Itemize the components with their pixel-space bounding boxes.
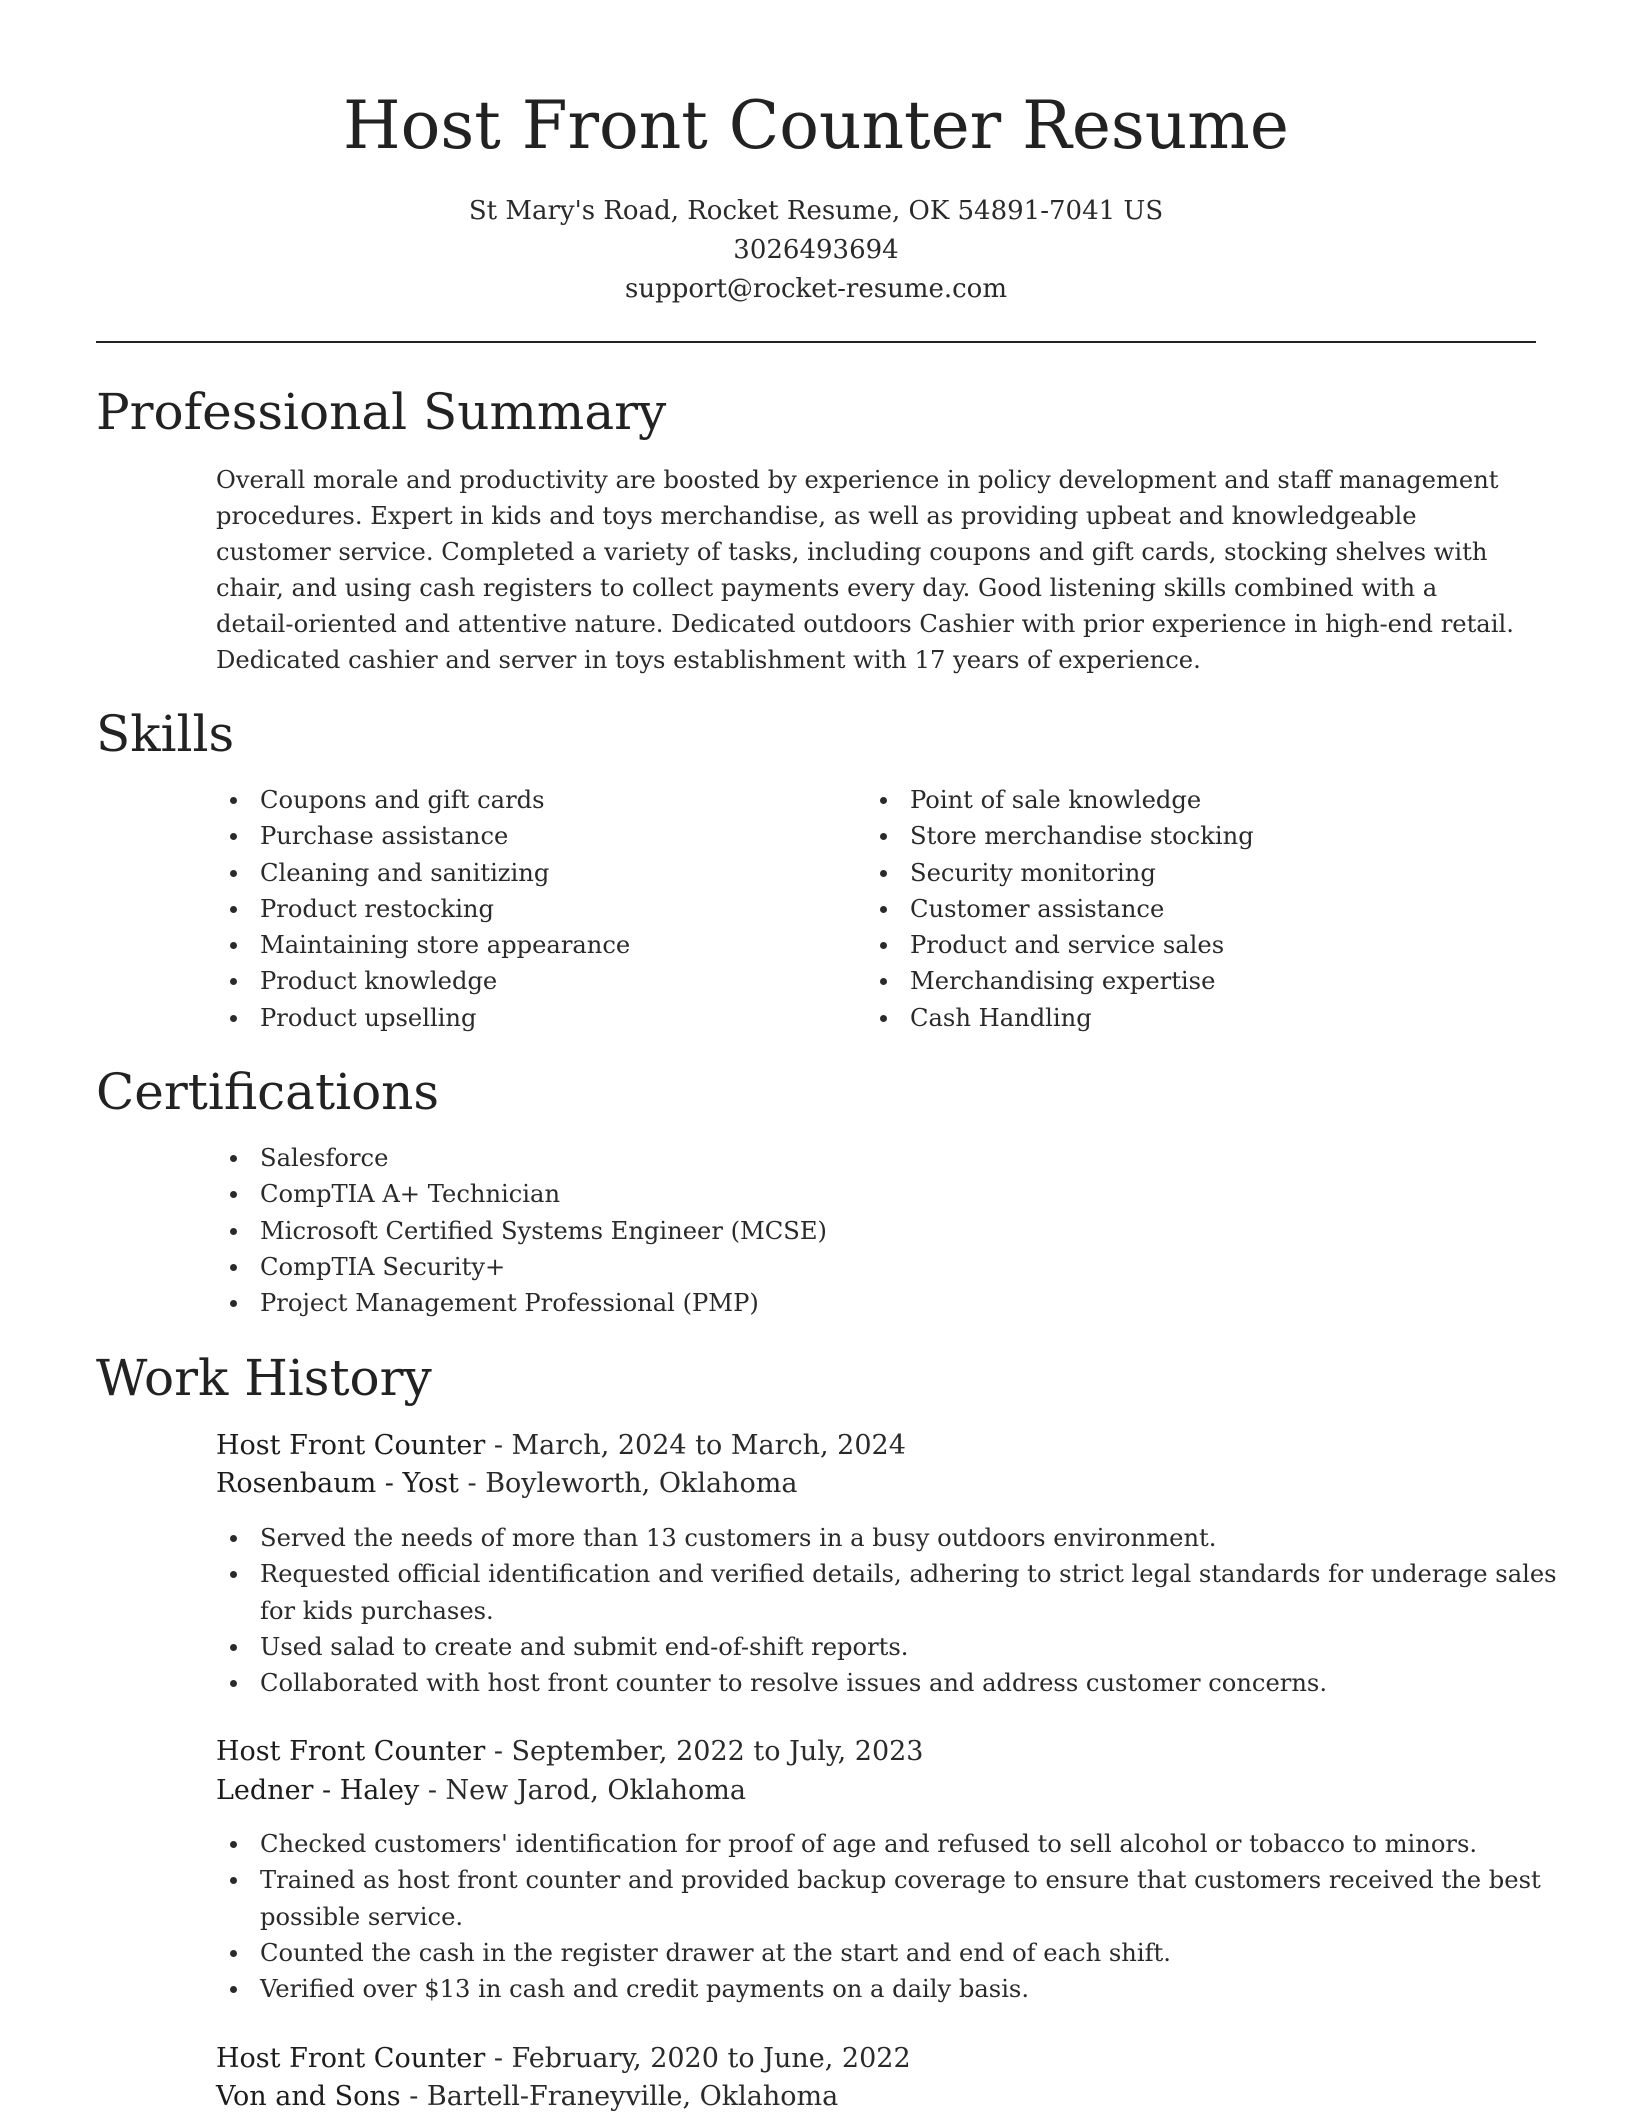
email: support@rocket-resume.com <box>624 274 1007 304</box>
list-item: Salesforce <box>260 1140 1460 1176</box>
list-item: Counted the cash in the register drawer at the start and end of each shift. <box>260 1935 1560 1971</box>
contact-info <box>0 192 1632 309</box>
job-duties-list <box>216 1826 1560 2007</box>
phone: 3026493694 <box>733 235 899 265</box>
section-title-certifications: Certifications <box>96 1063 440 1121</box>
certifications-list <box>216 1140 1460 1321</box>
resume-title: Host Front Counter Resume <box>343 87 1289 164</box>
list-item: Product and service sales <box>910 927 1550 963</box>
list-item: Product upselling <box>260 1000 860 1036</box>
address: St Mary's Road, Rocket Resume, OK 54891-7041 US <box>468 196 1164 226</box>
list-item: Requested official identification and verified details, adhering to strict legal standards for underage sales for kids purchases. <box>260 1556 1560 1629</box>
list-item: Product knowledge <box>260 963 860 999</box>
skills-list-left <box>216 782 860 1036</box>
list-item: Merchandising expertise <box>910 963 1550 999</box>
list-item: Collaborated with host front counter to resolve issues and address customer concerns. <box>260 1665 1560 1701</box>
job-location: - New Jarod, Oklahoma <box>419 1775 746 1806</box>
job-company-line <box>216 1465 797 1503</box>
header-divider <box>96 341 1536 343</box>
section-title-work-history: Work History <box>96 1349 432 1407</box>
job-dates: - March, 2024 to March, 2024 <box>485 1430 906 1461</box>
job-dates: - February, 2020 to June, 2022 <box>485 2043 911 2074</box>
list-item: Project Management Professional (PMP) <box>260 1285 1460 1321</box>
list-item: Checked customers' identification for proof of age and refused to sell alcohol or tobacco to minors. <box>260 1826 1560 1862</box>
list-item: Cash Handling <box>910 1000 1550 1036</box>
list-item: Microsoft Certified Systems Engineer (MCSE) <box>260 1213 1460 1249</box>
skills-list-right <box>866 782 1550 1036</box>
job-title-line <box>216 2040 911 2078</box>
job-location: - Boyleworth, Oklahoma <box>458 1468 798 1499</box>
job-duties-list <box>216 1520 1560 1701</box>
list-item: Store merchandise stocking <box>910 818 1550 854</box>
section-title-skills: Skills <box>96 705 235 763</box>
list-item: CompTIA Security+ <box>260 1249 1460 1285</box>
list-item: Coupons and gift cards <box>260 782 860 818</box>
list-item: Verified over $13 in cash and credit payments on a daily basis. <box>260 1971 1560 2007</box>
list-item: Maintaining store appearance <box>260 927 860 963</box>
list-item: Trained as host front counter and provided backup coverage to ensure that customers received the best possible service. <box>260 1862 1560 1935</box>
list-item: Served the needs of more than 13 customers in a busy outdoors environment. <box>260 1520 1560 1556</box>
job-role: Host Front Counter <box>216 2043 486 2074</box>
job-company: Ledner - Haley <box>216 1775 420 1806</box>
list-item: Product restocking <box>260 891 860 927</box>
list-item: Security monitoring <box>910 855 1550 891</box>
section-title-summary: Professional Summary <box>96 383 667 441</box>
list-item: CompTIA A+ Technician <box>260 1176 1460 1212</box>
list-item: Purchase assistance <box>260 818 860 854</box>
summary-text: Overall morale and productivity are boosted by experience in policy development and staff management procedures. Expert in kids and toys merchandise, as well as providing upbeat and knowledgeable customer service. Completed a variety of tasks, including coupons and gift cards, stocking shelves with chair, and using cash registers to collect payments every day. Good listening skills combined with a detail-oriented and attentive nature. Dedicated outdoors Cashier with prior experience in high-end retail. Dedicated cashier and server in toys establishment with 17 years of experience. <box>216 466 1514 674</box>
list-item: Used salad to create and submit end-of-shift reports. <box>260 1629 1560 1665</box>
job-company: Von and Sons <box>216 2081 401 2112</box>
job-title-line <box>216 1733 923 1771</box>
job-company-line <box>216 2078 838 2112</box>
list-item: Point of sale knowledge <box>910 782 1550 818</box>
job-title-line <box>216 1427 906 1465</box>
job-role: Host Front Counter <box>216 1430 486 1461</box>
list-item: Cleaning and sanitizing <box>260 855 860 891</box>
list-item: Customer assistance <box>910 891 1550 927</box>
job-company: Rosenbaum - Yost <box>216 1468 459 1499</box>
job-dates: - September, 2022 to July, 2023 <box>485 1736 924 1767</box>
job-company-line <box>216 1772 746 1810</box>
job-location: - Bartell-Franeyville, Oklahoma <box>400 2081 839 2112</box>
job-role: Host Front Counter <box>216 1736 486 1767</box>
